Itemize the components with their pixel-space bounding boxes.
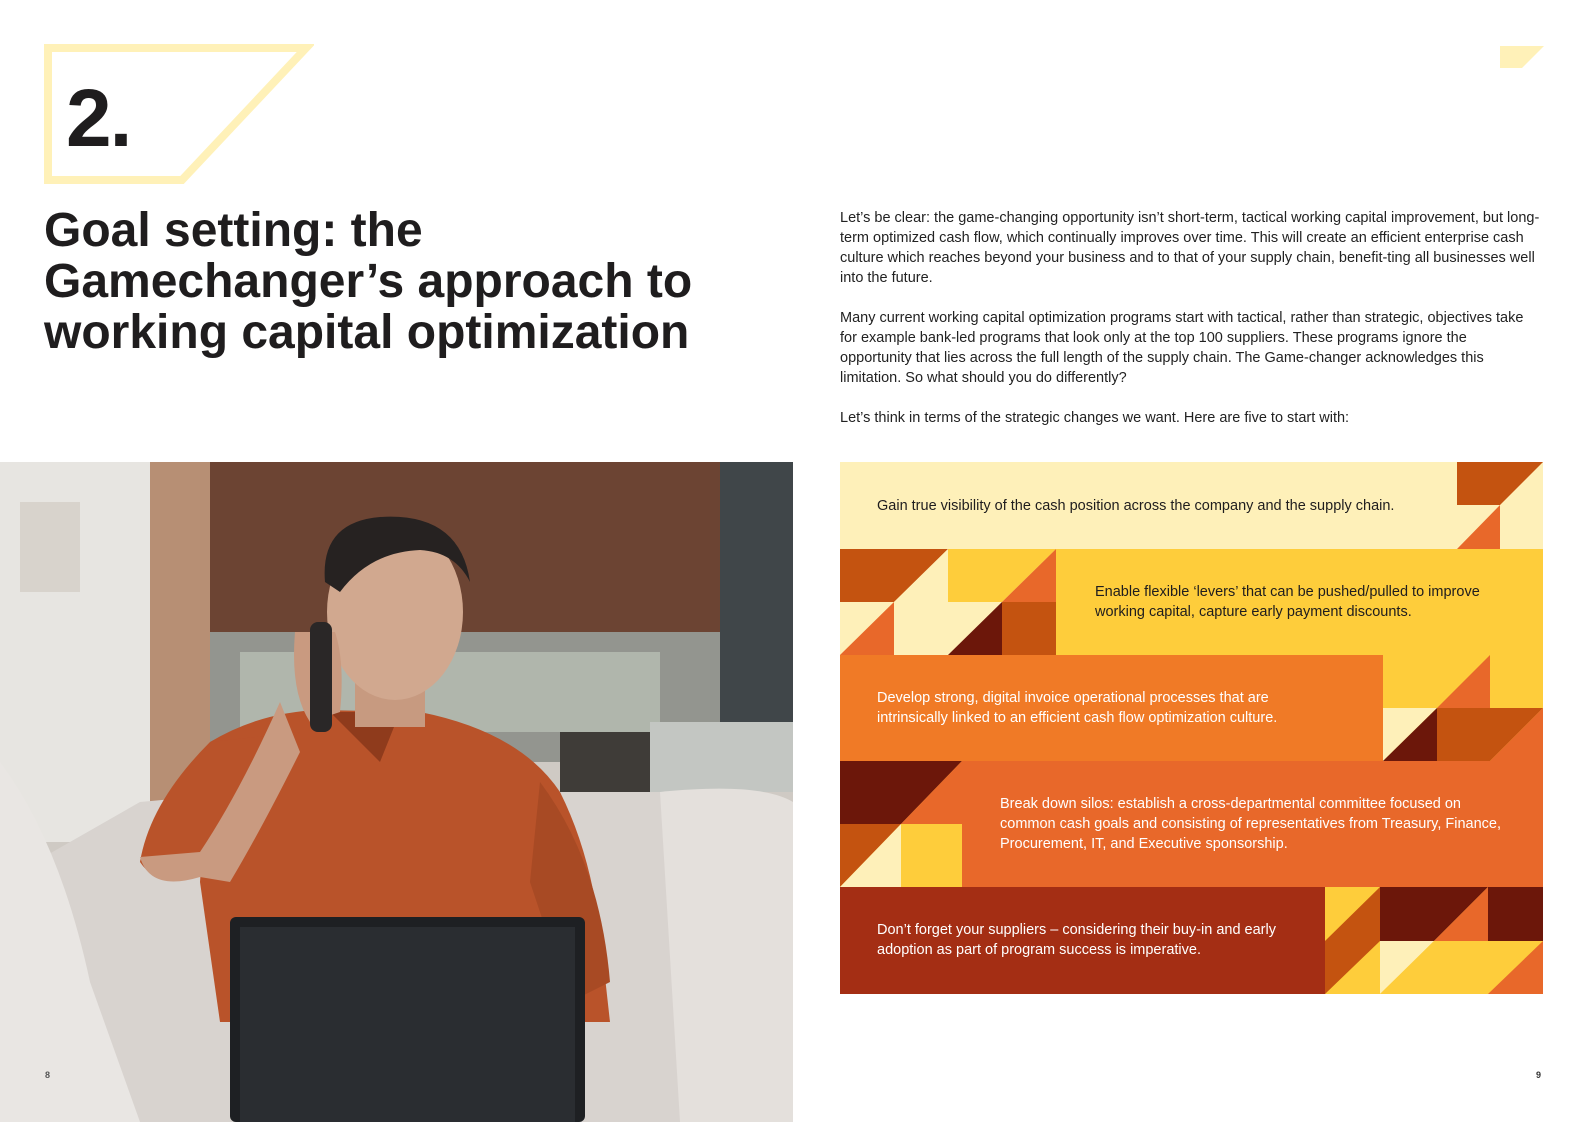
title-line-2: Gamechanger’s approach to (44, 255, 693, 308)
goals-geometric-pattern (840, 462, 1543, 994)
body-paragraph-2: Many current working capital optimization programs start with tactical, rather than strategic, objectives take for example bank-led programs that look only at the top 100 suppliers. These programs ignore the opportunity that lies across the full length of the supply chain. The Game-changer acknowledges this limitation. So what should you do differently? (840, 310, 1524, 386)
photo-man-on-phone-with-laptop (0, 462, 793, 1122)
goal-item-1: Gain true visibility of the cash position across the company and the supply chain. (877, 498, 1395, 514)
goal-item-4: Break down silos: establish a cross-departmental committee focused on common cash goals and consisting of representatives from Treasury, Finance, Procurement, IT, and Executive sponsorship. (1000, 796, 1502, 852)
section-number: 2. (66, 73, 131, 164)
body-paragraph-3: Let’s think in terms of the strategic changes we want. Here are five to start with: (840, 410, 1350, 426)
body-paragraph-1: Let’s be clear: the game-changing opportunity isn’t short-term, tactical working capital improvement, but long-term optimized cash flow, which continually improves over time. This will create an efficient enterprise cash culture which reaches beyond your business and to that of your supply chain, benefit-ting all businesses well into the future. (840, 210, 1540, 286)
title-line-3: working capital optimization (44, 306, 690, 359)
title-line-1: Goal setting: the (44, 204, 423, 257)
body-text (840, 208, 1540, 448)
goal-item-3: Develop strong, digital invoice operational processes that are intrinsically linked to an efficient cash flow optimization culture. (877, 690, 1278, 726)
page-number-right: 9 (1536, 1070, 1542, 1080)
page-title (44, 205, 744, 358)
goal-item-5: Don’t forget your suppliers – considering their buy-in and early adoption as part of program success is imperative. (877, 922, 1276, 958)
page-number-left: 8 (45, 1070, 51, 1080)
corner-decoration (1500, 46, 1544, 68)
goals-panel (840, 462, 1543, 994)
goal-item-2: Enable flexible ‘levers’ that can be pushed/pulled to improve working capital, capture early payment discounts. (1095, 584, 1480, 620)
